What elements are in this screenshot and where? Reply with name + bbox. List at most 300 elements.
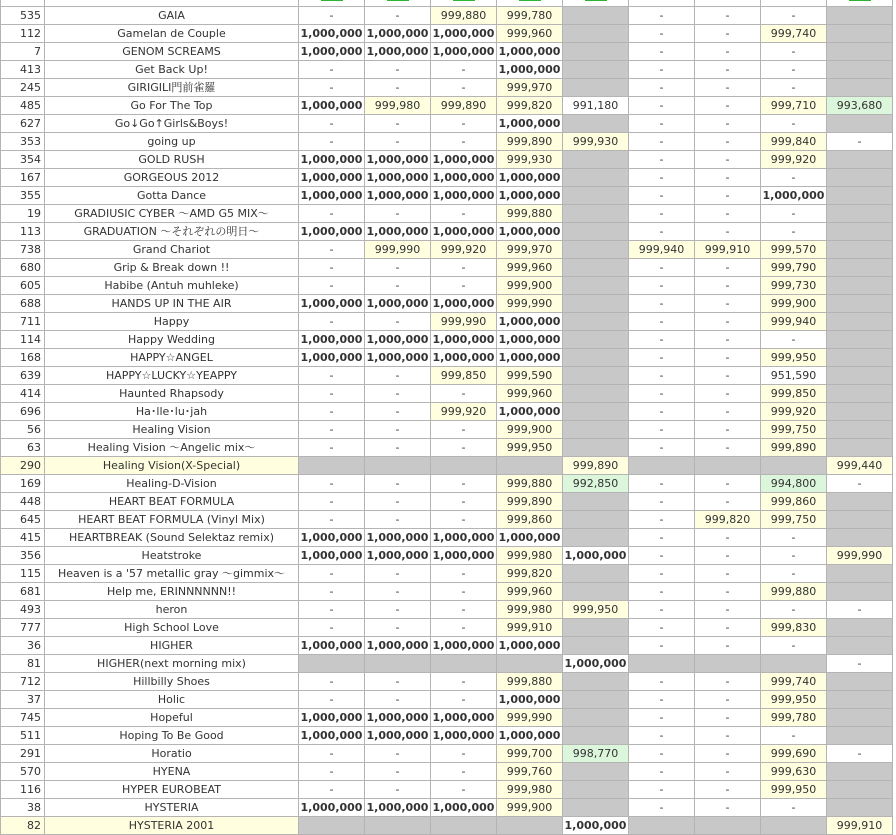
score-cell: 1,000,000 bbox=[365, 187, 431, 205]
unavailable-cell bbox=[563, 439, 629, 457]
unavailable-cell bbox=[365, 655, 431, 673]
song-title-cell: Hopeful bbox=[45, 709, 299, 727]
unavailable-cell bbox=[563, 187, 629, 205]
table-row bbox=[1, 547, 893, 565]
score-cell: - bbox=[629, 313, 695, 331]
score-cell: 1,000,000 bbox=[299, 97, 365, 115]
score-cell: 999,690 bbox=[761, 745, 827, 763]
score-cell: 999,960 bbox=[497, 385, 563, 403]
score-table-body bbox=[1, 0, 893, 835]
score-cell: 1,000,000 bbox=[431, 709, 497, 727]
table-row bbox=[1, 583, 893, 601]
score-cell: 1,000,000 bbox=[299, 349, 365, 367]
unavailable-cell bbox=[563, 493, 629, 511]
unavailable-cell bbox=[827, 7, 893, 25]
score-cell: - bbox=[629, 385, 695, 403]
unavailable-cell bbox=[563, 673, 629, 691]
score-cell: 993,680 bbox=[827, 97, 893, 115]
score-cell: - bbox=[695, 97, 761, 115]
score-cell: - bbox=[695, 691, 761, 709]
score-cell: 1,000,000 bbox=[365, 709, 431, 727]
score-cell: 1,000,000 bbox=[431, 529, 497, 547]
song-title-cell: heron bbox=[45, 601, 299, 619]
song-id-cell: 37 bbox=[1, 691, 45, 709]
unavailable-cell bbox=[497, 817, 563, 835]
score-cell: 999,890 bbox=[431, 97, 497, 115]
song-title-cell: HAPPY☆ANGEL bbox=[45, 349, 299, 367]
song-id-cell: 414 bbox=[1, 385, 45, 403]
score-cell: - bbox=[629, 439, 695, 457]
unavailable-cell bbox=[827, 205, 893, 223]
song-id-cell: 777 bbox=[1, 619, 45, 637]
unavailable-cell bbox=[695, 457, 761, 475]
unavailable-cell bbox=[827, 79, 893, 97]
score-cell: - bbox=[695, 115, 761, 133]
song-id-cell: 116 bbox=[1, 781, 45, 799]
song-id-cell: 167 bbox=[1, 169, 45, 187]
song-id-cell: 745 bbox=[1, 709, 45, 727]
table-row bbox=[1, 421, 893, 439]
table-row bbox=[1, 493, 893, 511]
score-cell: 999,950 bbox=[761, 349, 827, 367]
score-cell: - bbox=[629, 709, 695, 727]
song-title-cell: Get Back Up! bbox=[45, 61, 299, 79]
table-row bbox=[1, 187, 893, 205]
unavailable-cell bbox=[827, 691, 893, 709]
unavailable-cell bbox=[563, 61, 629, 79]
score-cell: 999,950 bbox=[761, 691, 827, 709]
score-cell: - bbox=[299, 745, 365, 763]
score-cell: - bbox=[299, 313, 365, 331]
table-row bbox=[1, 727, 893, 745]
table-row bbox=[1, 385, 893, 403]
song-id-cell: 113 bbox=[1, 223, 45, 241]
score-cell: - bbox=[365, 781, 431, 799]
song-title-cell: Healing-D-Vision bbox=[45, 475, 299, 493]
unavailable-cell bbox=[827, 349, 893, 367]
score-cell: 1,000,000 bbox=[299, 295, 365, 313]
song-title-cell: Healing Vision(X-Special) bbox=[45, 457, 299, 475]
score-cell: 999,900 bbox=[761, 295, 827, 313]
score-cell: 1,000,000 bbox=[365, 151, 431, 169]
song-id-cell: 711 bbox=[1, 313, 45, 331]
score-cell: 999,840 bbox=[761, 133, 827, 151]
score-cell: 1,000,000 bbox=[365, 169, 431, 187]
difficulty-marker-icon bbox=[849, 0, 871, 1]
score-cell: 1,000,000 bbox=[365, 223, 431, 241]
score-cell: 1,000,000 bbox=[497, 637, 563, 655]
score-cell: - bbox=[629, 331, 695, 349]
table-row bbox=[1, 475, 893, 493]
score-cell: - bbox=[365, 493, 431, 511]
song-id-cell: 645 bbox=[1, 511, 45, 529]
song-title-cell: Go↓Go↑Girls&Boys! bbox=[45, 115, 299, 133]
score-cell: 1,000,000 bbox=[497, 403, 563, 421]
table-row bbox=[1, 277, 893, 295]
score-cell: - bbox=[629, 349, 695, 367]
unavailable-cell bbox=[497, 457, 563, 475]
score-cell: - bbox=[299, 583, 365, 601]
score-cell: 1,000,000 bbox=[497, 115, 563, 133]
score-cell: - bbox=[365, 673, 431, 691]
score-cell: 1,000,000 bbox=[299, 727, 365, 745]
score-cell: - bbox=[695, 295, 761, 313]
score-cell: - bbox=[365, 745, 431, 763]
table-row bbox=[1, 97, 893, 115]
unavailable-cell bbox=[563, 349, 629, 367]
score-cell: 1,000,000 bbox=[563, 817, 629, 835]
song-id-cell: 82 bbox=[1, 817, 45, 835]
song-title-cell: Gamelan de Couple bbox=[45, 25, 299, 43]
song-title-cell: GRADIUSIC CYBER ～AMD G5 MIX～ bbox=[45, 205, 299, 223]
unavailable-cell bbox=[827, 565, 893, 583]
score-cell: - bbox=[365, 277, 431, 295]
score-cell: 999,860 bbox=[761, 493, 827, 511]
table-row bbox=[1, 367, 893, 385]
score-cell: 999,850 bbox=[761, 385, 827, 403]
table-row bbox=[1, 133, 893, 151]
score-cell: - bbox=[695, 529, 761, 547]
score-cell: 999,890 bbox=[563, 457, 629, 475]
score-cell: - bbox=[761, 205, 827, 223]
score-cell: 999,880 bbox=[497, 673, 563, 691]
unavailable-cell bbox=[827, 259, 893, 277]
score-cell: 999,910 bbox=[827, 817, 893, 835]
score-cell: - bbox=[431, 79, 497, 97]
score-cell: - bbox=[299, 619, 365, 637]
score-cell: 999,920 bbox=[431, 403, 497, 421]
score-cell: - bbox=[695, 601, 761, 619]
score-cell: 999,440 bbox=[827, 457, 893, 475]
score-cell: 1,000,000 bbox=[365, 547, 431, 565]
unavailable-cell bbox=[563, 25, 629, 43]
score-cell: - bbox=[761, 565, 827, 583]
song-id-cell: 696 bbox=[1, 403, 45, 421]
unavailable-cell bbox=[563, 259, 629, 277]
score-cell: - bbox=[299, 475, 365, 493]
score-cell: 999,990 bbox=[827, 547, 893, 565]
score-cell: - bbox=[629, 115, 695, 133]
song-title-cell: Go For The Top bbox=[45, 97, 299, 115]
score-cell: - bbox=[365, 439, 431, 457]
score-cell: 999,930 bbox=[497, 151, 563, 169]
table-row bbox=[1, 259, 893, 277]
difficulty-marker-icon bbox=[585, 0, 607, 1]
table-row bbox=[1, 709, 893, 727]
song-title-cell: GENOM SCREAMS bbox=[45, 43, 299, 61]
score-cell: 1,000,000 bbox=[431, 349, 497, 367]
score-cell: 999,980 bbox=[497, 547, 563, 565]
unavailable-cell bbox=[563, 637, 629, 655]
score-cell: - bbox=[695, 421, 761, 439]
song-id-cell: 19 bbox=[1, 205, 45, 223]
score-cell: - bbox=[431, 583, 497, 601]
score-cell: 1,000,000 bbox=[365, 637, 431, 655]
score-cell: 1,000,000 bbox=[299, 151, 365, 169]
unavailable-cell bbox=[563, 421, 629, 439]
score-cell: 999,780 bbox=[497, 7, 563, 25]
unavailable-cell bbox=[563, 331, 629, 349]
score-cell: 999,980 bbox=[497, 781, 563, 799]
score-cell: 1,000,000 bbox=[431, 727, 497, 745]
score-cell: 999,940 bbox=[629, 241, 695, 259]
score-cell: - bbox=[629, 259, 695, 277]
score-cell: 1,000,000 bbox=[299, 529, 365, 547]
score-cell: 1,000,000 bbox=[365, 43, 431, 61]
unavailable-cell bbox=[761, 817, 827, 835]
song-title-cell: GOLD RUSH bbox=[45, 151, 299, 169]
score-cell: - bbox=[695, 313, 761, 331]
score-cell: 1,000,000 bbox=[563, 547, 629, 565]
song-id-cell: 168 bbox=[1, 349, 45, 367]
unavailable-cell bbox=[563, 565, 629, 583]
table-row bbox=[1, 619, 893, 637]
score-cell: - bbox=[299, 385, 365, 403]
score-cell: 1,000,000 bbox=[497, 691, 563, 709]
score-cell: 1,000,000 bbox=[431, 43, 497, 61]
song-title-cell: HYSTERIA bbox=[45, 799, 299, 817]
score-cell: - bbox=[365, 601, 431, 619]
song-id-cell: 415 bbox=[1, 529, 45, 547]
score-cell: 999,930 bbox=[563, 133, 629, 151]
song-title-cell: Hoping To Be Good bbox=[45, 727, 299, 745]
unavailable-cell bbox=[827, 439, 893, 457]
table-row bbox=[1, 601, 893, 619]
table-row bbox=[1, 565, 893, 583]
song-id-cell: 36 bbox=[1, 637, 45, 655]
unavailable-cell bbox=[761, 457, 827, 475]
unavailable-cell bbox=[563, 115, 629, 133]
unavailable-cell bbox=[563, 385, 629, 403]
score-cell: 1,000,000 bbox=[431, 799, 497, 817]
score-cell: - bbox=[431, 673, 497, 691]
score-cell: 1,000,000 bbox=[365, 295, 431, 313]
score-cell: - bbox=[827, 745, 893, 763]
score-cell: - bbox=[629, 151, 695, 169]
table-row bbox=[1, 205, 893, 223]
song-title-cell: going up bbox=[45, 133, 299, 151]
score-cell: - bbox=[695, 673, 761, 691]
score-cell: 1,000,000 bbox=[365, 727, 431, 745]
unavailable-cell bbox=[563, 277, 629, 295]
difficulty-marker-icon bbox=[387, 0, 409, 1]
song-id-cell: 291 bbox=[1, 745, 45, 763]
table-row bbox=[1, 7, 893, 25]
score-cell: - bbox=[365, 475, 431, 493]
score-cell: 999,700 bbox=[497, 745, 563, 763]
song-title-cell: HIGHER bbox=[45, 637, 299, 655]
score-cell: - bbox=[629, 583, 695, 601]
unavailable-cell bbox=[827, 637, 893, 655]
score-cell: 999,820 bbox=[497, 97, 563, 115]
song-title-cell: GIRIGILI門前雀羅 bbox=[45, 79, 299, 97]
table-row bbox=[1, 313, 893, 331]
score-cell: 999,910 bbox=[497, 619, 563, 637]
score-cell: - bbox=[299, 61, 365, 79]
score-cell: 1,000,000 bbox=[299, 799, 365, 817]
song-title-cell: Help me, ERINNNNNN!! bbox=[45, 583, 299, 601]
score-cell: 1,000,000 bbox=[431, 331, 497, 349]
song-title-cell: HYPER EUROBEAT bbox=[45, 781, 299, 799]
difficulty-marker-icon bbox=[519, 0, 541, 1]
score-cell: - bbox=[695, 439, 761, 457]
unavailable-cell bbox=[563, 223, 629, 241]
score-cell: - bbox=[761, 529, 827, 547]
score-cell: - bbox=[299, 277, 365, 295]
song-id-cell: 570 bbox=[1, 763, 45, 781]
score-cell: 999,990 bbox=[365, 241, 431, 259]
score-cell: - bbox=[365, 79, 431, 97]
score-cell: 1,000,000 bbox=[431, 223, 497, 241]
score-cell: - bbox=[629, 511, 695, 529]
score-cell: - bbox=[695, 43, 761, 61]
score-cell: - bbox=[695, 727, 761, 745]
score-cell: - bbox=[431, 619, 497, 637]
song-id-cell: 114 bbox=[1, 331, 45, 349]
song-id-cell: 38 bbox=[1, 799, 45, 817]
score-cell: - bbox=[695, 781, 761, 799]
unavailable-cell bbox=[563, 367, 629, 385]
table-row bbox=[1, 763, 893, 781]
unavailable-cell bbox=[563, 151, 629, 169]
score-cell: - bbox=[299, 565, 365, 583]
unavailable-cell bbox=[827, 385, 893, 403]
unavailable-cell bbox=[827, 187, 893, 205]
unavailable-cell bbox=[431, 817, 497, 835]
song-title-cell: GORGEOUS 2012 bbox=[45, 169, 299, 187]
score-cell: 1,000,000 bbox=[299, 709, 365, 727]
score-cell: - bbox=[365, 367, 431, 385]
score-cell: - bbox=[629, 727, 695, 745]
score-cell: 999,830 bbox=[761, 619, 827, 637]
song-id-cell: 639 bbox=[1, 367, 45, 385]
score-cell: - bbox=[695, 79, 761, 97]
score-cell: - bbox=[365, 511, 431, 529]
score-cell: 951,590 bbox=[761, 367, 827, 385]
score-cell: 1,000,000 bbox=[365, 25, 431, 43]
score-cell: - bbox=[365, 133, 431, 151]
song-title-cell: Grand Chariot bbox=[45, 241, 299, 259]
song-id-cell: 413 bbox=[1, 61, 45, 79]
unavailable-cell bbox=[629, 817, 695, 835]
score-cell: - bbox=[629, 97, 695, 115]
score-cell: - bbox=[365, 259, 431, 277]
song-id-cell: 115 bbox=[1, 565, 45, 583]
score-cell: - bbox=[695, 205, 761, 223]
table-row bbox=[1, 673, 893, 691]
score-cell: - bbox=[431, 277, 497, 295]
song-title-cell: Heaven is a '57 metallic gray ～gimmix～ bbox=[45, 565, 299, 583]
score-cell: - bbox=[695, 25, 761, 43]
score-cell: 999,950 bbox=[563, 601, 629, 619]
score-cell: - bbox=[629, 133, 695, 151]
song-title-cell: Grip & Break down !! bbox=[45, 259, 299, 277]
song-title-cell: HAPPY☆LUCKY☆YEAPPY bbox=[45, 367, 299, 385]
song-id-cell: 680 bbox=[1, 259, 45, 277]
table-row bbox=[1, 637, 893, 655]
score-cell: - bbox=[629, 565, 695, 583]
score-cell: 999,950 bbox=[497, 439, 563, 457]
score-cell: 1,000,000 bbox=[299, 25, 365, 43]
song-id-cell: 112 bbox=[1, 25, 45, 43]
score-cell: - bbox=[299, 763, 365, 781]
score-cell: - bbox=[695, 169, 761, 187]
score-cell: - bbox=[695, 151, 761, 169]
score-cell: - bbox=[629, 601, 695, 619]
score-cell: - bbox=[695, 475, 761, 493]
score-cell: - bbox=[827, 601, 893, 619]
score-cell: 1,000,000 bbox=[431, 169, 497, 187]
unavailable-cell bbox=[827, 727, 893, 745]
score-cell: - bbox=[299, 259, 365, 277]
score-cell: 1,000,000 bbox=[497, 331, 563, 349]
score-cell: - bbox=[761, 169, 827, 187]
score-cell: - bbox=[761, 547, 827, 565]
score-cell: 1,000,000 bbox=[563, 655, 629, 673]
score-cell: - bbox=[431, 601, 497, 619]
score-cell: 999,820 bbox=[497, 565, 563, 583]
score-cell: 999,900 bbox=[497, 421, 563, 439]
score-cell: - bbox=[629, 529, 695, 547]
score-cell: - bbox=[629, 7, 695, 25]
table-row bbox=[1, 439, 893, 457]
score-cell: 1,000,000 bbox=[431, 547, 497, 565]
score-cell: 999,920 bbox=[431, 241, 497, 259]
score-cell: - bbox=[629, 493, 695, 511]
song-id-cell: 353 bbox=[1, 133, 45, 151]
table-row bbox=[1, 529, 893, 547]
unavailable-cell bbox=[563, 511, 629, 529]
table-row bbox=[1, 745, 893, 763]
score-cell: 999,880 bbox=[497, 205, 563, 223]
score-cell: 1,000,000 bbox=[431, 151, 497, 169]
song-title-cell: HYENA bbox=[45, 763, 299, 781]
score-cell: - bbox=[695, 745, 761, 763]
table-row bbox=[1, 223, 893, 241]
score-cell: 999,940 bbox=[761, 313, 827, 331]
score-cell: 999,750 bbox=[761, 511, 827, 529]
score-cell: 1,000,000 bbox=[431, 187, 497, 205]
song-id-cell: 63 bbox=[1, 439, 45, 457]
score-cell: - bbox=[695, 583, 761, 601]
score-cell: 999,740 bbox=[761, 673, 827, 691]
unavailable-cell bbox=[365, 457, 431, 475]
table-row bbox=[1, 169, 893, 187]
unavailable-cell bbox=[827, 619, 893, 637]
unavailable-cell bbox=[827, 709, 893, 727]
score-cell: 999,590 bbox=[497, 367, 563, 385]
score-cell: - bbox=[827, 655, 893, 673]
score-cell: 1,000,000 bbox=[497, 727, 563, 745]
unavailable-cell bbox=[827, 673, 893, 691]
score-cell: - bbox=[827, 133, 893, 151]
difficulty-marker-icon bbox=[453, 0, 475, 1]
song-title-cell: GAIA bbox=[45, 7, 299, 25]
score-cell: - bbox=[299, 241, 365, 259]
score-cell: 1,000,000 bbox=[497, 43, 563, 61]
song-title-cell: Habibe (Antuh muhleke) bbox=[45, 277, 299, 295]
unavailable-cell bbox=[827, 367, 893, 385]
score-cell: - bbox=[629, 187, 695, 205]
score-cell: - bbox=[827, 475, 893, 493]
score-cell: - bbox=[629, 295, 695, 313]
song-title-cell: Hillbilly Shoes bbox=[45, 673, 299, 691]
song-id-cell: 712 bbox=[1, 673, 45, 691]
unavailable-cell bbox=[563, 529, 629, 547]
unavailable-cell bbox=[629, 655, 695, 673]
table-row bbox=[1, 25, 893, 43]
table-row bbox=[1, 331, 893, 349]
